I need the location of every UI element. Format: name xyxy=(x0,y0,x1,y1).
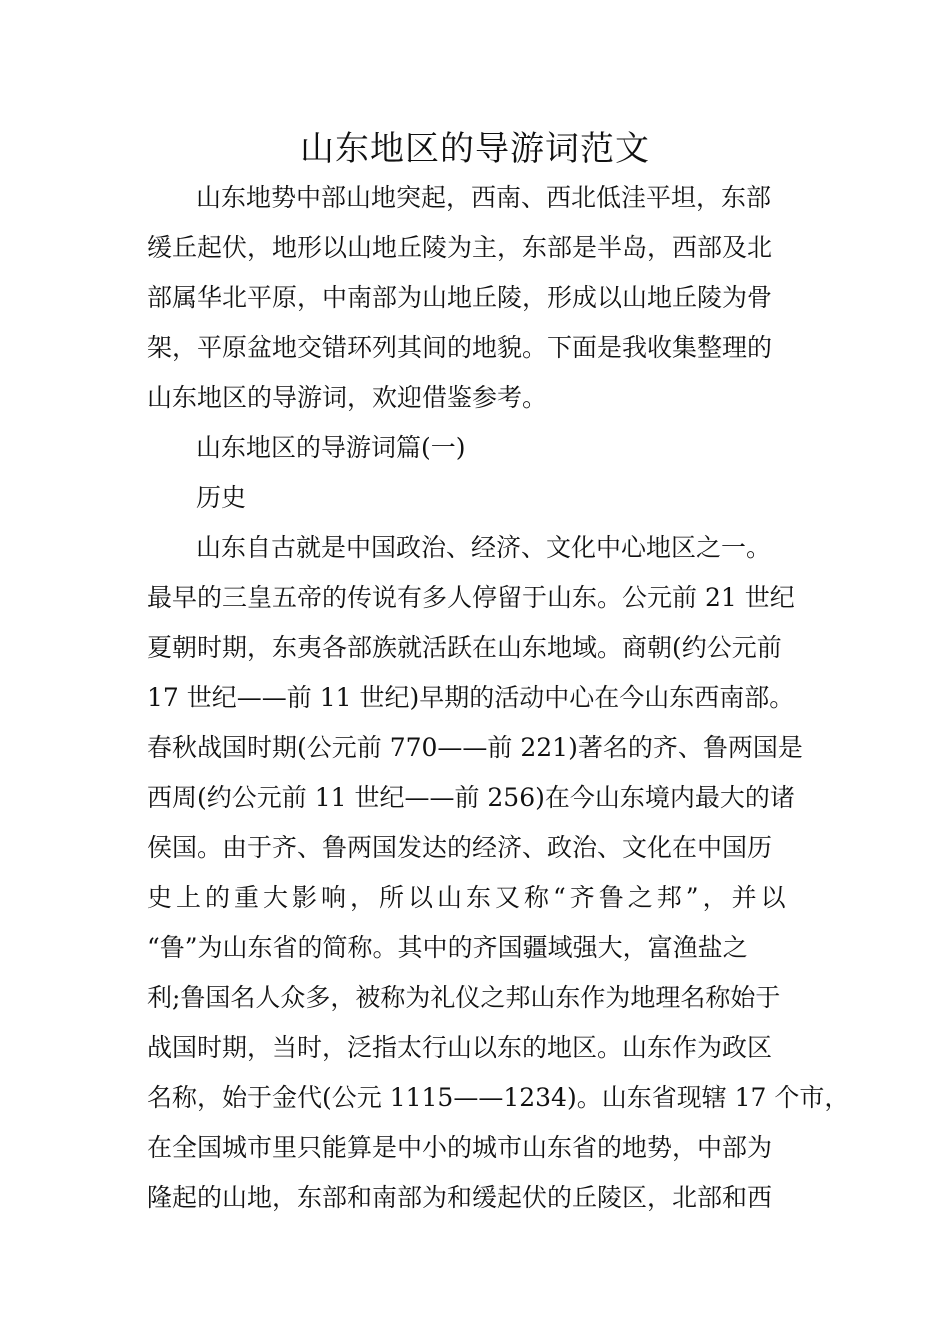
paragraph-line: 侯国。由于齐、鲁两国发达的经济、政治、文化在中国历 xyxy=(147,833,773,862)
paragraph-line: 架，平原盆地交错环列其间的地貌。下面是我收集整理的 xyxy=(147,333,773,362)
paragraph-line: 山东地区的导游词，欢迎借鉴参考。 xyxy=(147,383,548,412)
paragraph-line: 部属华北平原，中南部为山地丘陵，形成以山地丘陵为骨 xyxy=(147,283,773,312)
paragraph-line: 春秋战国时期(公元前 770——前 221)著名的齐、鲁两国是 xyxy=(147,733,803,762)
paragraph-line: 夏朝时期，东夷各部族就活跃在山东地域。商朝(约公元前 xyxy=(147,633,782,662)
paragraph-line: 西周(约公元前 11 世纪——前 256)在今山东境内最大的诸 xyxy=(147,783,795,812)
subsection-heading: 历史 xyxy=(196,483,247,512)
paragraph-line: 最早的三皇五帝的传说有多人停留于山东。公元前 21 世纪 xyxy=(147,583,795,612)
paragraph-line: 史上的重大影响，所以山东又称“齐鲁之邦”，并以 xyxy=(147,883,790,912)
paragraph-line: 山东地势中部山地突起，西南、西北低洼平坦，东部 xyxy=(196,183,772,212)
document-title: 山东地区的导游词范文 xyxy=(300,129,650,169)
paragraph-line: 缓丘起伏，地形以山地丘陵为主，东部是半岛，西部及北 xyxy=(147,233,773,262)
paragraph-line: 隆起的山地，东部和南部为和缓起伏的丘陵区，北部和西 xyxy=(147,1183,773,1212)
paragraph-line: 山东自古就是中国政治、经济、文化中心地区之一。 xyxy=(196,533,772,562)
paragraph-line: 17 世纪——前 11 世纪)早期的活动中心在今山东西南部。 xyxy=(147,683,795,712)
paragraph-line: “鲁”为山东省的简称。其中的齐国疆域强大，富渔盐之 xyxy=(147,933,748,962)
paragraph-line: 利;鲁国名人众多，被称为礼仪之邦山东作为地理名称始于 xyxy=(147,983,781,1012)
paragraph-line: 在全国城市里只能算是中小的城市山东省的地势，中部为 xyxy=(147,1133,773,1162)
paragraph-line: 战国时期，当时，泛指太行山以东的地区。山东作为政区 xyxy=(147,1033,773,1062)
paragraph-line: 名称，始于金代(公元 1115——1234)。山东省现辖 17 个市， xyxy=(147,1083,850,1112)
section-heading: 山东地区的导游词篇(一) xyxy=(196,433,466,462)
